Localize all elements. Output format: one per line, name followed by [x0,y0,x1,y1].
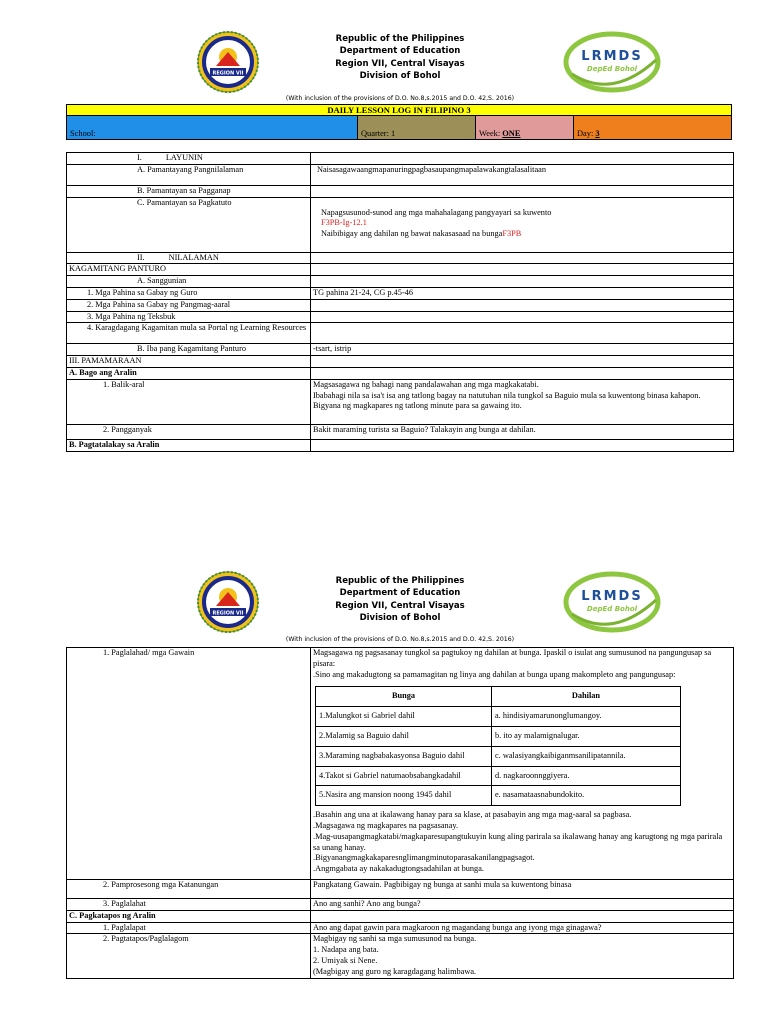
table-row [316,786,681,806]
pagkatuto-objective-2: Naibibigay ang dahilan ng bawat nakasasaad na bunga [321,229,503,239]
pamprosesong-label: 2. Pamprosesong mga Katanungan [67,879,311,898]
pangnilalaman-text: Naisasagawaangmapanuringpagbasaupangmapalawakangtalasalitaan [311,164,734,185]
day-label: Day: [577,129,594,138]
pagtatalakay-heading: B. Pagtatalakay sa Aralin [67,439,311,451]
balik-line-3: Bigyana ng magkapares ng tatlong minute para sa gawaing ito. [313,401,522,411]
table-row [67,898,734,910]
teksbuk-label: 3. Mga Pahina ng Teksbuk [67,311,311,323]
pagkatuto-code-2: F3PB [502,229,522,239]
day-value: 3 [595,129,600,138]
dll-info-row [66,116,732,140]
table-row [67,424,734,439]
week-label: Week: [479,129,501,138]
pagkatuto-text [311,197,734,252]
table-row [67,648,734,880]
paglalapat-text: Ano ang dapat gawin para magkaroon ng magandang bunga ang iyong mga ginagawa? [311,922,734,934]
paglalahad-text [311,648,734,880]
after-line-2: .Magsagawa ng magkapares na pagsasanay. [313,820,459,830]
pagtataya-label: 2. Pagtatapos/Paglalagom [67,934,311,978]
table-row [67,323,734,344]
quarter-label: Quarter: 1 [361,129,396,138]
pangnilalaman-label: A. Pamantayang Pangnilalaman [67,164,311,185]
empty-cell [311,276,734,288]
table-row [67,311,734,323]
bunga-header: Bunga [316,687,492,707]
table-row [67,164,734,185]
pangganyak-text: Bakit maraming turista sa Baguio? Talakayin ang bunga at dahilan. [311,424,734,439]
svg-text:LRMDS: LRMDS [581,49,643,64]
header-republic: Republic of the Philippines [335,576,465,586]
paglalapat-label: 1. Paglalapat [67,922,311,934]
inner-table-header [316,687,681,707]
pagkatuto-objective-1: Napagsusunod-sunod ang mga mahahalagang pangyayari sa kuwento [321,207,552,217]
guro-text: TG pahina 21-24, CG p.45-46 [311,287,734,299]
lesson-plan-table-continued [66,647,734,979]
table-row [67,379,734,424]
table-row [67,934,734,978]
school-cell[interactable] [66,116,358,140]
table-row [67,153,734,165]
portal-label: 4. Karagdagang Kagamitan mula sa Portal ng Learning Resources [67,323,311,344]
week-cell[interactable] [476,116,574,140]
layunin-num: I. [137,153,142,162]
table-row [67,910,734,922]
header-text [300,33,500,83]
paglalahat-label: 3. Paglalahat [67,898,311,910]
deped-region-vii-seal-icon [196,30,260,94]
paglalahad-line-2: .Sino ang makadugtong sa pamamagitan ng linya ang dahilan at bunga upang makompleto ang pangungusap: [313,669,676,679]
pangganyak-label: 2. Pangganyak [67,424,311,439]
empty-cell [311,264,734,276]
empty-cell [311,252,734,264]
table-row [67,922,734,934]
after-line-1: .Basahin ang una at ikalawang hanay para sa klase, at pasabayin ang mga mag-aaral sa pagbasa. [313,810,632,820]
svg-text:REGION VII: REGION VII [212,610,244,617]
dahilan-header: Dahilan [492,687,681,707]
table-row [316,746,681,766]
header-division: Division of Bohol [359,613,441,624]
provisions-note: (With inclusion of the provisions of D.O. No.8,s.2015 and D.O. 42,S. 2016) [285,95,515,102]
week-value: ONE [502,129,521,138]
pagganap-text [311,185,734,197]
page-two [0,560,768,1024]
pagkatuto-label: C. Pamantayan sa Pagkatuto [67,197,311,252]
day-cell[interactable] [574,116,732,140]
header-text [300,575,500,625]
bunga-cell: 4.Takot si Gabriel natumaobsabangkadahil [316,766,492,786]
pagtataya-line-1: Magbigay ng sanhi sa mga sumusunod na bunga. [313,934,477,944]
table-row [67,344,734,356]
empty-cell [311,323,734,344]
paglalahad-line-1: Magsagawa ng pagsasanay tungkol sa pagtukoy ng dahilan at bunga. Ipaskil o isulat ang sumusunod na pangungusap sa pisara: [313,648,712,668]
dahilan-cell: e. nasamataasnabundokito. [492,786,681,806]
layunin-heading: LAYUNIN [165,153,203,162]
lrmds-deped-bohol-logo-icon [560,570,664,634]
pamprosesong-text: Pangkatang Gawain. Pagbibigay ng bunga at sanhi mula sa kuwentong binasa [311,879,734,898]
header-division: Division of Bohol [359,71,441,82]
pagkatapos-heading: C. Pagkatapos ng Aralin [67,910,311,922]
quarter-cell[interactable] [358,116,476,140]
svg-text:LRMDS: LRMDS [581,589,643,604]
guro-label: 1. Mga Pahina sa Gabay ng Guro [67,287,311,299]
dahilan-cell: b. ito ay malamignalugar. [492,726,681,746]
table-row [67,197,734,252]
nilalaman-num: II. [137,252,145,262]
table-row [67,287,734,299]
paglalahat-text: Ano ang sanhi? Ano ang bunga? [311,898,734,910]
svg-text:REGION VII: REGION VII [212,70,244,77]
table-row [67,299,734,311]
pagkatuto-code-1: F3PB-Ig-12.1 [321,218,367,228]
table-row [67,185,734,197]
bago-heading: A. Bago ang Aralin [67,367,311,379]
deped-region-vii-seal-icon [196,570,260,634]
balik-line-1: Magsasagawa ng bahagi nang pandalawahan ang mga magkakatabi. [313,379,539,389]
page-header [0,0,768,110]
bunga-cell: 5.Nasira ang mansion noong 1945 dahil [316,786,492,806]
dahilan-cell: c. walasiyangkaibiganmsanilipatannila. [492,746,681,766]
table-row [316,707,681,727]
paglalahad-label: 1. Paglalahad/ mga Gawain [67,648,311,880]
sanggunian-label: A. Sanggunian [67,276,311,288]
pagtataya-line-3: 2. Umiyak si Nene. [313,955,378,965]
pagganap-label: B. Pamantayan sa Pagganap [67,185,311,197]
empty-cell [311,356,734,368]
balik-label: 1. Balik-aral [67,379,311,424]
table-row [67,264,734,276]
after-line-4: .Bigyanangmagkakaparesnglimangminutoparasakanilangpagsagot. [313,853,535,863]
pagtataya-line-4: (Magbigay ang guro ng karagdagang halimbawa. [313,966,477,976]
empty-cell [311,299,734,311]
layunin-cell [67,153,311,165]
bunga-cell: 3.Maraming nagbabakasyonsa Baguio dahil [316,746,492,766]
header-department: Department of Education [339,46,461,57]
after-line-5: .Angmgabata ay nakakadugtongsadahilan at bunga. [313,864,484,874]
provisions-note: (With inclusion of the provisions of D.O. No.8,s.2015 and D.O. 42,S. 2016) [285,636,515,643]
after-line-3: .Mag-uusapangmagkatabi/magkaparesupangtukuyin kung aling parirala sa ikalawang hanay ang karugtong ng mga parirala sa unang hanay. [313,831,723,852]
school-label: School: [70,129,96,138]
table-row [67,367,734,379]
header-department: Department of Education [339,588,461,599]
bunga-cell: 2.Malamig sa Baguio dahil [316,726,492,746]
table-row [316,726,681,746]
dahilan-cell: a. hindisiyamarunonglumangoy. [492,707,681,727]
nilalaman-cell [67,252,311,264]
kagamitan-heading: KAGAMITANG PANTURO [67,264,311,276]
table-row [67,879,734,898]
bunga-dahilan-table [315,686,681,806]
iba-text: -tsart, istrip [311,344,734,356]
table-row [67,276,734,288]
empty-cell [311,367,734,379]
table-row [67,356,734,368]
pagtataya-text [311,934,734,978]
svg-text:DepEd Bohol: DepEd Bohol [586,65,638,73]
empty-cell [311,439,734,451]
header-region: Region VII, Central Visayas [335,58,465,69]
svg-text:DepEd Bohol: DepEd Bohol [586,605,638,613]
magaaral-label: 2. Mga Pahina sa Gabay ng Pangmag-aaral [67,299,311,311]
header-republic: Republic of the Philippines [335,34,465,44]
dll-title: DAILY LESSON LOG IN FILIPINO 3 [66,104,732,116]
pagtataya-line-2: 1. Nadapa ang bata. [313,945,379,955]
lesson-plan-table [66,152,734,452]
empty-cell [311,311,734,323]
header-region: Region VII, Central Visayas [335,600,465,611]
table-row [67,252,734,264]
pamamaraan-heading: III. PAMAMARAAN [67,356,311,368]
table-row [316,766,681,786]
balik-text [311,379,734,424]
lrmds-deped-bohol-logo-icon [560,30,664,94]
bunga-cell: 1.Malungkot si Gabriel dahil [316,707,492,727]
empty-cell [311,910,734,922]
table-row [67,439,734,451]
dahilan-cell: d. nagkaroonnggiyera. [492,766,681,786]
balik-line-2: Ibabahagi nila sa isa't isa ang tatlong bagay na natutuhan nila tungkol sa Baguio mula sa kuwentong binasa kahapon. [313,390,701,400]
nilalaman-heading: NILALAMAN [168,252,219,262]
empty-cell [311,153,734,165]
iba-label: B. Iba pang Kagamitang Panturo [67,344,311,356]
